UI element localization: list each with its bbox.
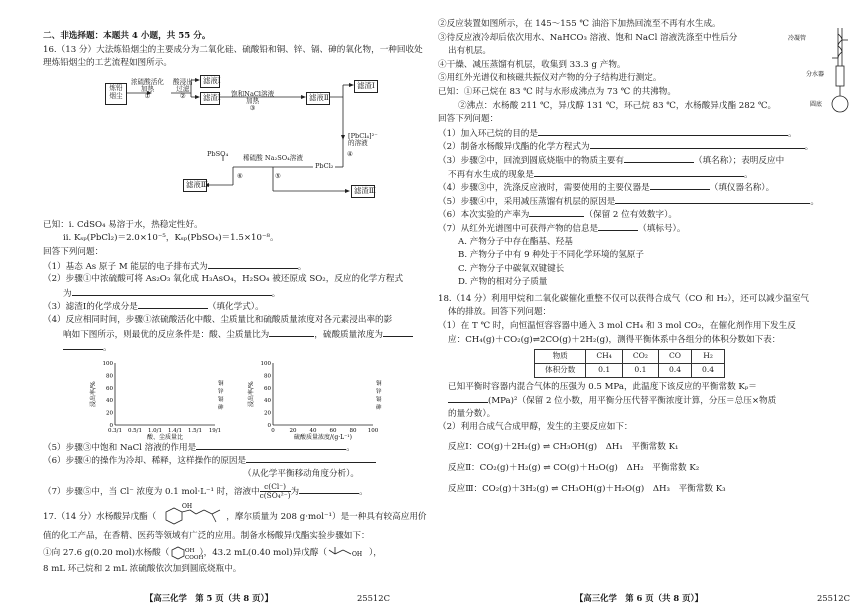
y-tick-label: 40 xyxy=(106,397,113,404)
flow-circ6: ⑥ xyxy=(237,171,243,180)
y-tick-label: 40 xyxy=(264,397,271,404)
r-step3b: 出有机层。 xyxy=(448,46,491,57)
flow-residue3-box: 滤渣Ⅲ xyxy=(351,185,375,198)
q16-stem-line1: 16.（13 分）大法炼铅烟尘的主要成分为二氧化硅、硫酸铅和铜、锌、镉、砷的氧化物，一种回收处 xyxy=(43,44,423,55)
label-flask: 圆底 xyxy=(810,101,823,108)
flow-pbcl2: PbCl₂ xyxy=(315,161,334,170)
blank-q17-4 xyxy=(650,181,710,190)
left-footer-code: 25512C xyxy=(356,593,390,603)
salicylic-acid-structure xyxy=(169,544,204,562)
option-c: C. 产物分子中碳氧双键键长 xyxy=(458,263,565,274)
y-tick-label: 60 xyxy=(106,385,113,392)
option-b: B. 产物分子中有 9 种处于不同化学环境的氢原子 xyxy=(458,250,644,261)
x-tick-label: 0.5/1 xyxy=(127,427,143,434)
flow-filtrate2-box: 滤液Ⅱ xyxy=(306,92,330,105)
table-cell: 0.1 xyxy=(586,363,622,377)
legend-item: 镉 xyxy=(376,396,382,403)
y-tick-label: 0 xyxy=(109,422,113,429)
legend-item: 锌 xyxy=(376,388,382,395)
option-a: A. 产物分子中存在酯基、羟基 xyxy=(458,236,573,247)
blank-q17-5 xyxy=(615,195,810,204)
x-tick-label: 19/1 xyxy=(208,427,222,434)
known-line1: 已知：ⅰ. CdSO₄ 易溶于水，热稳定性好。 xyxy=(43,219,203,230)
r-q7b: （填标号）。 xyxy=(638,223,686,234)
reflux-apparatus xyxy=(788,26,860,116)
q17-l4: 8 mL 环己烷和 2 mL 浓硫酸依次加到圆底烧瓶中。 xyxy=(43,564,242,575)
q16-6b: （从化学平衡移动角度分析）。 xyxy=(243,468,360,479)
section-title: 二、非选择题：本题共 4 小题，共 55 分。 xyxy=(43,31,211,41)
y-tick-label: 20 xyxy=(106,410,113,417)
table-header-cell: CO₂ xyxy=(622,350,658,364)
option-d: D. 产物的相对分子质量 xyxy=(458,277,548,288)
flow-filtrate1-box: 滤液Ⅰ xyxy=(200,75,220,88)
r-q6b: （保留 2 位有效数字）。 xyxy=(584,210,677,221)
q17-l1b: ，摩尔质量为 208 g·mol⁻¹）是一种具有较高应用价 xyxy=(226,511,427,522)
flow-step2-label: 酸浸出 过滤 ② xyxy=(173,77,193,101)
right-footer-code: 25512C xyxy=(816,593,850,603)
blank-q18-1 xyxy=(448,394,488,403)
legend-item: 铜 xyxy=(218,380,224,387)
blank-q16-4b xyxy=(383,328,413,337)
r-q3c: 不再有水生成的现象是 xyxy=(448,169,534,180)
blank-q17-2 xyxy=(590,140,805,149)
label-separator: 分水器 xyxy=(806,71,825,78)
flow-circ5: ⑤ xyxy=(275,171,281,180)
q16-7a: （7）步骤⑤中，当 Cl⁻ 浓度为 0.1 mol·L⁻¹ 时，溶液中 xyxy=(43,486,260,497)
x-tick-label: 60 xyxy=(329,427,337,434)
flow-step4-label: [PbCl₄]²⁻ 的溶液 xyxy=(348,131,378,148)
reaction-3: 反应Ⅲ：CO₂(g)＋3H₂(g) ⇌ CH₃OH(g)＋H₂O(g) ΔH₃ 平衡常数 K₃ xyxy=(448,483,726,494)
table-cell: 0.4 xyxy=(658,363,691,377)
flow-raw-box: 炼铅 烟尘 xyxy=(105,83,127,105)
left-footer-page: 【高三化学 第 5 页（共 8 页）】 xyxy=(145,593,273,603)
flow-residue1-box: 滤渣Ⅰ xyxy=(200,92,220,105)
legend-item: 铜 xyxy=(376,380,382,387)
q16-stem-line2: 理炼铅烟尘的工艺流程如图所示。 xyxy=(43,58,172,69)
x-tick-label: 1.4/1 xyxy=(167,427,183,434)
struct-oh: OH xyxy=(185,547,195,554)
blank-q16-5 xyxy=(196,441,346,450)
table-cell: 0.4 xyxy=(692,363,725,377)
flow-filtrate3-box: 滤液Ⅲ xyxy=(183,179,207,192)
table-header-cell: H₂ xyxy=(692,350,725,364)
reaction-2: 反应Ⅱ：CO₂(g)＋H₂(g) ⇌ CO(g)＋H₂O(g) ΔH₂ 平衡常数 K₂ xyxy=(448,462,700,473)
y-tick-label: 20 xyxy=(264,410,271,417)
x-tick-label: 0 xyxy=(271,427,275,434)
q16-7-num: c(Cl⁻) xyxy=(260,483,291,491)
q16-7-den: c(SO₄²⁻) xyxy=(259,490,291,500)
q16-2a: （2）步骤①中浓硫酸可将 As₂O₃ 氧化成 H₃AsO₄，H₂SO₄ 被还原成 SO₂，反应的化学方程式 xyxy=(43,274,404,285)
r-step4: ④干燥、减压蒸馏有机层，收集到 33.3 g 产物。 xyxy=(438,59,626,70)
blank-q16-3 xyxy=(138,300,208,309)
x-tick-label: 40 xyxy=(309,427,317,434)
q17-l3c: ）， xyxy=(368,548,382,559)
q18-1c: 已知平衡时容器内混合气体的压强为 0.5 MPa，此温度下该反应的平衡常数 Kₚ＝ xyxy=(448,381,757,392)
flow-circ4: ④ xyxy=(347,149,353,158)
q17-l3a: ①向 27.6 g(0.20 mol)水杨酸（ xyxy=(43,548,170,559)
flow-step5-label: 稀硫酸 Na₂SO₄溶液 xyxy=(243,153,303,162)
q16-3a: （3）滤渣Ⅰ的化学成分是 xyxy=(43,302,138,313)
blank-q16-7 xyxy=(299,485,359,494)
q18-l2: 体的排放。回答下列问题： xyxy=(448,307,552,318)
struct-cooh: COOH xyxy=(185,554,204,561)
x-tick-label: 80 xyxy=(349,427,357,434)
r-q3b: （填名称）；表明反应中 xyxy=(693,155,785,166)
blank-q17-6 xyxy=(529,208,584,217)
legend-item: 镉 xyxy=(218,396,224,403)
q17-l2: 值的化工产品，在香精、医药等领域有广泛的应用。制备水杨酸异戊酯实验步骤如下： xyxy=(43,530,370,541)
known-line2: ⅱ. Kₛₚ(PbCl₂)＝2.0×10⁻⁵，Kₛₚ(PbSO₄)＝1.5×10⁻⁸。 xyxy=(63,233,279,244)
table-cell: 0.1 xyxy=(622,363,658,377)
q16-5: （5）步骤③中饱和 NaCl 溶液的作用是 xyxy=(43,442,197,453)
r-q2: （2）制备水杨酸异戊酯的化学方程式为 xyxy=(438,142,590,153)
legend-item: 砷 xyxy=(376,404,382,411)
y-tick-label: 0 xyxy=(267,422,271,429)
process-flow-diagram xyxy=(43,75,422,213)
r-prompt: 回答下列问题： xyxy=(438,114,499,125)
r-q5: （5）步骤④中，采用减压蒸馏有机层的原因是 xyxy=(438,196,616,207)
table-header-cell: CO xyxy=(658,350,691,364)
label-condenser: 冷凝管 xyxy=(788,35,807,42)
q18-1e: 的量分数）。 xyxy=(448,408,496,419)
q16-1: （1）基态 As 原子 M 能层的电子排布式为 xyxy=(43,261,208,272)
r-q1: （1）加入环己烷的目的是 xyxy=(438,128,538,139)
q17-l1a: 17.（14 分）水杨酸异戊酯（ xyxy=(43,511,157,522)
q18-1b: 应：CH₄(g)＋CO₂(g)⇌2CO(g)＋2H₂(g)，测得平衡体系中各组分的体积分数如下表： xyxy=(448,334,781,345)
blank-q17-1 xyxy=(538,127,788,136)
q18-1d: (MPa)²（保留 2 位小数，用平衡分压代替平衡浓度计算，分压＝总压×物质 xyxy=(488,396,777,407)
q16-4c: ，硫酸质量浓度为 xyxy=(314,329,384,340)
x-tick-label: 100 xyxy=(367,427,379,434)
x-tick-label: 20 xyxy=(289,427,297,434)
r-q7a: （7）从红外光谱图中可获得产物的信息是 xyxy=(438,223,599,234)
r-step3a: ③待反应液冷却后依次用水、NaHCO₃ 溶液、饱和 NaCl 溶液洗涤至中性后分 xyxy=(438,32,738,43)
x-axis-label: 酸、尘质量比 xyxy=(146,433,184,441)
r-known2: ②沸点：水杨酸 211 ℃，异戊醇 131 ℃，环己烷 83 ℃，水杨酸异戊酯 282 ℃。 xyxy=(458,100,777,111)
x-axis-label: 硫酸质量浓度/(g·L⁻¹) xyxy=(293,433,353,441)
q16-6a: （6）步骤④的操作为冷却、稀释，这样操作的原因是 xyxy=(43,456,247,467)
r-step5: ⑤用红外光谱仪和核磁共振仪对产物的分子结构进行测定。 xyxy=(438,73,662,84)
blank-q17-3a xyxy=(624,154,694,163)
flow-step3-label: 饱和NaCl溶液 加热 ③ xyxy=(231,89,275,113)
volume-fraction-table xyxy=(534,349,725,377)
right-footer-page: 【高三化学 第 6 页（共 8 页）】 xyxy=(575,593,703,603)
blank-q17-7 xyxy=(598,222,638,231)
legend-item: 砷 xyxy=(218,404,224,411)
isoamyl-alcohol-structure xyxy=(327,546,369,560)
right-page: 冷凝管 分水器 圆底 ②反应装置如图所示，在 145～155 ℃ 油浴下加热回流至不再有水生成。 ③待反应液冷却后依次用水、NaHCO₃ 溶液、饱和 NaCl 溶液洗涤至中性后分 出有机层。 ④干燥、减压蒸馏有机层，收集到 33.3 g 产物。 ⑤用红外光谱仪和核磁共振仪对产物的分子结构进行测定。 已知：①环己烷在 83 ℃ 时与水形成沸点为 73 ℃ 的共沸物。 ②沸点：水杨酸 211 ℃，异戊醇 131 ℃，环己烷 83 ℃，水杨酸异戊酯 282 ℃。 回答下列问题： （1）加入环己烷的目的是 。 （2）制备水杨酸异戊酯的化学方程式为 。 （3）步骤②中，回流到圆底烧瓶中的物质主要有 （填名称）；表明反应中 不再有水生成的现象是 。 （4）步骤③中，洗涤反应液时，需要使用的主要仪器是 （填仪器名称）。 （5）步骤④中，采用减压蒸馏有机层的原因是 。 （6）本次实验的产率为 （保留 2 位有效数字）。 （7）从红外光谱图中可获得产物的信息是 （填标号）。 A. 产物分子中存在酯基、羟基 B. 产物分子中有 9 种处于不同化学环境的氢原子 C. 产物分子中碳氧双键键长 D. 产物的相对分子质量 18.（14 分）利用甲烷和二氧化碳催化重整不仅可以获得合成气（CO 和 H₂），还可以减少温室气 体的排放。回答下列问题： （1）在 T ℃ 时，向恒温恒容容器中通入 3 mol CH₄ 和 3 mol CO₂，在催化剂作用下发生反 应：CH₄(g)＋CO₂(g)⇌2CO(g)＋2H₂(g)，测得平衡体系中各组分的体积分数如下表： 物质 CH₄ CO₂ CO H₂ 体积分数 0.1 0.1 0.4 0.4 已知平衡时容器内混合气体的压强为 0.5 MPa，此温度下该反应的平衡常数 Kₚ＝ (MPa)²（保留 2 位小数，用平衡分压代替平衡浓度计算，分压＝总压×物质 的量分数）。 （2）利用合成气合成甲醇，发生的主要反应如下： 反应Ⅰ：CO(g)＋2H₂(g) ⇌ CH₃OH(g) ΔH₁ 平衡常数 K₁ 反应Ⅱ：CO₂(g)＋H₂(g) ⇌ CO(g)＋H₂O(g) ΔH₂ 平衡常数 K₂ 反应Ⅲ：CO₂(g)＋3H₂(g) ⇌ CH₃OH(g)＋H₂O(g) ΔH₃ 平衡常数 K₃ 【高三化学 第 6 页（共 8 页）】 25512C xyxy=(430,0,860,607)
q18-1a: （1）在 T ℃ 时，向恒温恒容容器中通入 3 mol CH₄ 和 3 mol CO₂，在催化剂作用下发生反 xyxy=(438,321,796,332)
leach-charts xyxy=(43,357,422,441)
blank-q16-6 xyxy=(246,454,376,463)
q16-3b: （填化学式）。 xyxy=(207,302,264,313)
q17-l3b: ），43.2 mL(0.40 mol)异戊醇（ xyxy=(199,548,327,559)
blank-q16-1 xyxy=(208,260,298,269)
y-tick-label: 80 xyxy=(264,373,271,380)
x-tick-label: 1.0/1 xyxy=(147,427,163,434)
charts-svg xyxy=(43,357,413,441)
table-cell: 体积分数 xyxy=(535,363,586,377)
r-q4b: （填仪器名称）。 xyxy=(709,183,775,194)
q18-2: （2）利用合成气合成甲醇，发生的主要反应如下： xyxy=(438,422,633,433)
r-q6a: （6）本次实验的产率为 xyxy=(438,210,530,221)
q16-2b: 为 xyxy=(63,288,72,299)
q18-l1: 18.（14 分）利用甲烷和二氧化碳催化重整不仅可以获得合成气（CO 和 H₂），还可以减少温室气 xyxy=(438,293,810,304)
q16-4a: （4）反应相同时间，步骤①浓硫酸活化中酸、尘质量比和硫酸质量浓度对各元素浸出率的影 xyxy=(43,314,393,325)
x-tick-label: 1.5/1 xyxy=(187,427,203,434)
x-tick-label: 0.3/1 xyxy=(107,427,123,434)
flow-residue-box: 滤渣Ⅰ xyxy=(354,80,378,93)
chart1-ylabel: 浸出率/% xyxy=(90,380,97,407)
y-tick-label: 80 xyxy=(106,373,113,380)
r-known1: 已知：①环己烷在 83 ℃ 时与水形成沸点为 73 ℃ 的共沸物。 xyxy=(438,86,676,97)
blank-q16-4a xyxy=(269,328,314,337)
flow-pbso4: PbSO₄ xyxy=(207,149,229,158)
left-page: 二、非选择题：本题共 4 小题，共 55 分。 16.（13 分）大法炼铅烟尘的主要成分为二氧化硅、硫酸铅和铜、锌、镉、砷的氧化物，一种回收处 理炼铅烟尘的工艺流程如图所示。 炼铅 烟尘 浓硫酸活化 加热 ① 酸浸出 过滤 ② 滤液Ⅰ 滤渣Ⅰ 饱和NaCl溶液 加热 ③ 滤液Ⅱ 滤渣Ⅰ [PbCl₄]²⁻ 的溶液 PbSO₄ 稀硫酸 Na₂SO₄溶液 PbCl₂ ④ ⑤ ⑥ 滤液Ⅲ 滤渣Ⅲ 已知：ⅰ. CdSO₄ 易溶于水，热稳定性好。 ⅱ. Kₛₚ(PbCl₂)＝2.0×10⁻⁵，Kₛₚ(PbSO₄)＝1.5×10⁻⁸。 回答下列问题： （1）基态 As 原子 M 能层的电子排布式为 。 （2）步骤①中浓硫酸可将 As₂O₃ 氧化成 H₃AsO₄，H₂SO₄ 被还原成 SO₂，反应的化学方程式 为 。 （3）滤渣Ⅰ的化学成分是 （填化学式）。 （4）反应相同时间，步骤①浓硫酸活化中酸、尘质量比和硫酸质量浓度对各元素浸出率的影 响如下图所示，则最优的反应条件是：酸、尘质量比为 ，硫酸质量浓度为 。 浸出率/% 100 80 60 40 20 0 0.3/1 0.5/1 1.0/1 1.4/1 1.5/1 19/1 酸、尘质量比 铜 锌 镉 砷 浸出率/% 100 80 60 40 20 0 0 20 40 60 80 100 硫酸质量浓度/(g·L⁻¹) 铜 锌 镉 砷 （5）步骤③中饱和 NaCl 溶液的作用是 。 （6）步骤④的操作为冷却、稀释，这样操作的原因是 （从化学平衡移动角度分析）。 （7）步骤⑤中，当 Cl⁻ 浓度为 0.1 mol·L⁻¹ 时，溶液中 $\frac{c(Cl^-)}{\text{c(SO₄²⁻)}}$ 为 。 17.（14 分）水杨酸异戊酯（ OH ，摩尔质量为 208 g·mol⁻¹）是一种具有较高应用价 值的化工产品，在香精、医药等领域有广泛的应用。制备水杨酸异戊酯实验步骤如下： ①向 27.6 g(0.20 mol)水杨酸（ OH COOH ），43.2 mL(0.40 mol)异戊醇（ OH ）， 8 mL 环己烷和 2 mL 浓硫酸依次加到圆底烧瓶中。 【高三化学 第 5 页（共 8 页）】 25512C xyxy=(43,31,427,603)
blank-q16-2 xyxy=(72,287,272,296)
flow-step1-label: 浓硫酸活化 加热 ① xyxy=(131,77,164,101)
r-step2: ②反应装置如图所示，在 145～155 ℃ 油浴下加热回流至不再有水生成。 xyxy=(438,19,721,29)
chart2-ylabel: 浸出率/% xyxy=(248,380,255,407)
y-tick-label: 100 xyxy=(102,360,113,367)
y-tick-label: 100 xyxy=(260,360,271,367)
r-q3a: （3）步骤②中，回流到圆底烧瓶中的物质主要有 xyxy=(438,155,624,166)
blank-q17-3b xyxy=(534,168,744,177)
y-tick-label: 60 xyxy=(264,385,271,392)
legend-item: 锌 xyxy=(218,388,224,395)
table-header-cell: 物质 xyxy=(535,350,586,364)
svg-text:OH: OH xyxy=(351,550,363,558)
q16-7b: 为 xyxy=(290,486,300,497)
reaction-1: 反应Ⅰ：CO(g)＋2H₂(g) ⇌ CH₃OH(g) ΔH₁ 平衡常数 K₁ xyxy=(448,441,679,452)
answer-prompt: 回答下列问题： xyxy=(43,246,104,257)
blank-q16-4c xyxy=(63,341,103,350)
svg-text:OH: OH xyxy=(182,503,193,510)
isoamyl-salicylate-structure xyxy=(156,504,226,528)
r-q4a: （4）步骤③中，洗涤反应液时，需要使用的主要仪器是 xyxy=(438,183,650,194)
q16-4b: 响如下图所示，则最优的反应条件是：酸、尘质量比为 xyxy=(63,329,270,340)
table-header-cell: CH₄ xyxy=(586,350,622,364)
